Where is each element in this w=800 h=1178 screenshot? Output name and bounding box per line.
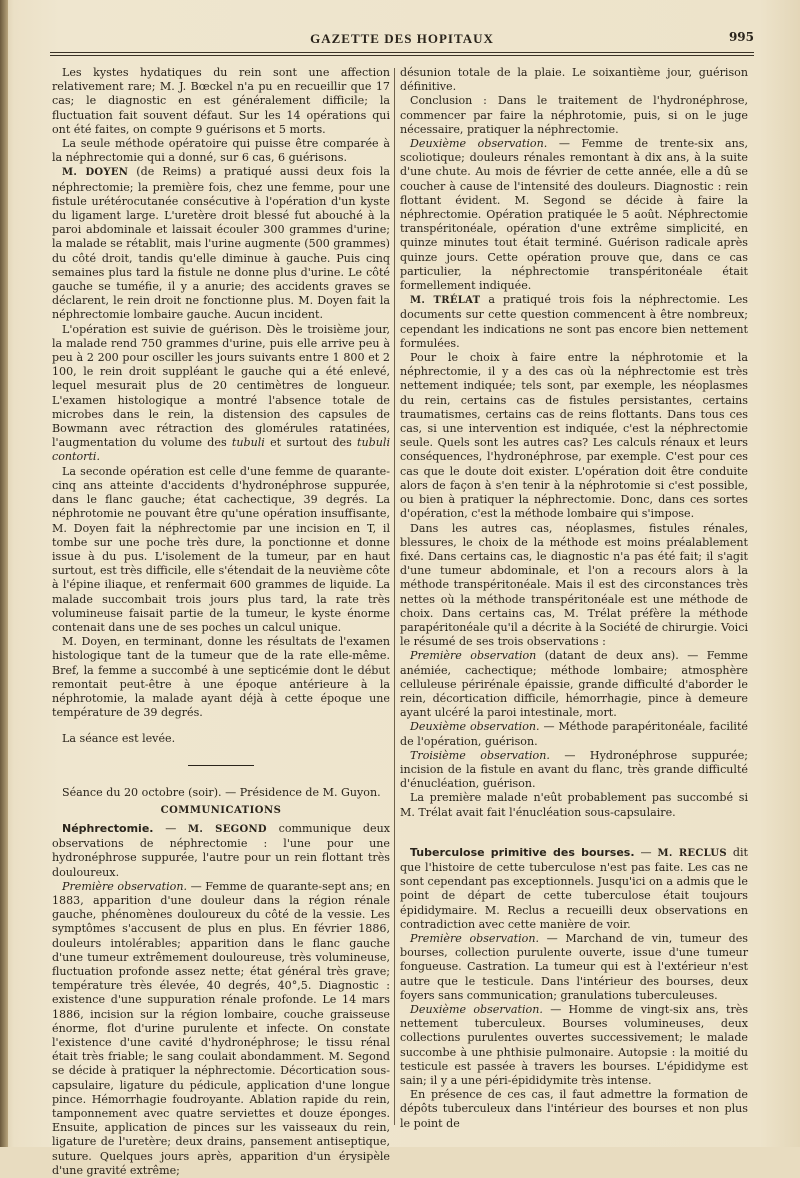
paragraph: La seconde opération est celle d'une femme de quarante-cinq ans atteinte d'accidents d'hydronéphrose suppurée, dans le flanc gauche; état cachectique, 39 degrés. La néphrotomie ne pouvant être qu'une opération insuffisante, M. Doyen fait la néphrectomie par une incision en T, il tombe sur une poche très dure, la ponctionne et donne issue à du pus. L'isolement de la tumeur, par en haut surtout, est très difficile, elle s'étendait de la neuvième côte à l'épine iliaque, et renfermait 600 grammes de liquide. La malade succombait trois jours plus tard, la rate très volumineuse faisait partie de la tumeur, le kyste énorme contenait dans une de ses poches un calcul unique.	[52, 464, 390, 634]
column-divider	[394, 68, 395, 1125]
section-heading: COMMUNICATIONS	[160, 804, 282, 816]
observation-label: Première observation.	[410, 931, 540, 945]
paragraph-text: et surtout des	[264, 436, 358, 450]
observation-label: Troisième observation.	[410, 748, 550, 762]
paragraph	[52, 880, 390, 1178]
paragraph	[52, 165, 390, 322]
journal-title: GAZETTE DES HOPITAUX	[310, 31, 494, 46]
left-column	[52, 66, 391, 1177]
dash: —	[634, 845, 658, 859]
paragraph	[400, 846, 748, 932]
observation-label: Première observation	[410, 649, 537, 663]
observation-label: Deuxième observation.	[410, 137, 548, 151]
spacer	[52, 720, 390, 732]
paragraph: En présence de ces cas, il faut admettre la formation de dépôts tuberculeux dans l'intérieur des bourses et non plus le point de	[400, 1088, 748, 1130]
dash: —	[153, 821, 189, 835]
page-binding-edge	[0, 0, 8, 1147]
article-title: Tuberculose primitive des bourses.	[410, 845, 635, 859]
observation-label: Première observation.	[62, 879, 188, 893]
speaker-name: M. SEGOND	[188, 823, 267, 835]
speaker-name: M. TRÉLAT	[410, 295, 481, 307]
paragraph	[400, 932, 748, 1003]
paragraph: La première malade n'eût probablement pas succombé si M. Trélat avait fait l'énucléation sous-capsulaire.	[400, 791, 748, 819]
paragraph-text: — Homme de vingt-six ans, très nettement tuberculeux. Bourses volumineuses, deux collections purulentes ouvertes successivement; le malade succombe à une phthisie pulmonaire. Autopsie : la moitié du testicule est passée à travers les bourses. L'épididyme est sain; il y a une péri-épididymite très intense.	[400, 1003, 749, 1088]
paragraph: La seule méthode opératoire qui puisse être comparée à la néphrectomie qui a donné, sur 6 cas, 6 guérisons.	[52, 137, 390, 165]
italic-term: tubuli	[231, 436, 265, 450]
session-heading: Séance du 20 octobre (soir). — Présidence de M. Guyon.	[62, 785, 381, 799]
paragraph	[400, 649, 748, 720]
paragraph	[52, 323, 390, 465]
observation-label: Deuxième observation.	[410, 1003, 543, 1016]
speaker-name: M. DOYEN	[62, 167, 129, 179]
page-header	[50, 28, 754, 50]
paragraph	[52, 822, 390, 880]
spacer	[400, 820, 748, 846]
paragraph: désunion totale de la plaie. Le soixantième jour, guérison définitive.	[400, 66, 748, 94]
page-number: 995	[728, 30, 754, 44]
paragraph: M. Doyen, en terminant, donne les résultats de l'examen histologique tant de la tumeur que de la rate elle-même. Bref, la femme a succombé à une septicémie dont le début remontait peut-être à une époque antérieure à la néphrotomie, la malade ayant déjà à cette époque une température de 39 degrés.	[52, 635, 390, 720]
paragraph-text: (de Reims) a pratiqué aussi deux fois la néphrectomie; la première fois, chez une femme, pour une fistule urétérocutanée consécutive à l'opération d'un kyste du ligament large. L'uretère droit blessé fut abouché à la paroi abdominale et laissait écouler 300 grammes d'urine; la malade se rétablit, mais l'urine augmente (500 grammes) du côté droit, tandis qu'elle diminue à gauche. Puis cinq semaines plus tard la fistule ne donne plus d'urine. Le côté gauche se tuméfie, il y a anurie; des accidents graves se déclarent, le rein droit ne fonctionne plus. M. Doyen fait la néphrectomie lombaire gauche. Aucun incident.	[52, 165, 390, 322]
paragraph-text: — Marchand de vin, tumeur des bourses, collection purulente ouverte, issue d'une tumeur fongueuse. Castration. La tumeur qui est à l'extérieur n'est autre que le testicule. Dans l'intérieur des bourses, deux foyers sans communication; granulations tuberculeuses.	[400, 931, 748, 1002]
paragraph-text: — Hydronéphrose suppurée; incision de la fistule en avant du flanc, très grande difficulté d'énucléation, guérison.	[400, 748, 748, 791]
paragraph-text: dit que l'histoire de cette tuberculose n'est pas faite. Les cas ne sont cependant pas exceptionnels. Jusqu'ici on a admis que le point de départ de cette tuberculose était toujours épididymaire. M. Reclus a recueilli deux observations en contradiction avec cette manière de voir.	[400, 845, 748, 931]
paragraph-text: — Femme de trente-six ans, scoliotique; douleurs rénales remontant à dix ans, à la suite d'une chute. Au mois de février de cette année, elle a dû se coucher à cause de l'intensité des douleurs. Diagnostic : rein flottant évident. M. Segond se décide à faire la néphrectomie. Opération pratiquée le 5 août. Néphrectomie transpéritonéale, opération d'une extrême simplicité, en quinze minutes tout était terminé. Guérison radicale après quinze jours. Cette opération prouve que, dans ce cas particulier, la néphrectomie transpéritonéale était formellement indiquée.	[400, 137, 748, 293]
paragraph	[400, 1003, 748, 1088]
paragraph-text: — Méthode parapéritonéale, facilité de l'opération, guérison.	[400, 720, 748, 748]
paragraph-text: (datant de deux ans). — Femme anémiée, cachectique; méthode lombaire; atmosphère celluleuse périrénale épaissie, grande difficulté d'aborder le rein, décortication difficile, hémorrhagie, pince à demeure ayant ulcéré la paroi intestinale, mort.	[400, 649, 748, 720]
paragraph: Dans les autres cas, néoplasmes, fistules rénales, blessures, le choix de la méthode est moins préalablement fixé. Dans certains cas, le diagnostic n'a pas été fait; il s'agit d'une tumeur abdominale, et l'on a recours alors à la méthode transpéritonéale. Mais il est des circonstances très nettes où la méthode transpéritonéale est une méthode de choix. Dans certains cas, M. Trélat préfère la méthode parapéritonéale qu'il a décrite à la Société de chirurgie. Voici le résumé de ses trois observations :	[400, 521, 748, 649]
paragraph	[400, 137, 748, 293]
paragraph	[400, 749, 748, 792]
right-column	[400, 66, 749, 1130]
paragraph: Conclusion : Dans le traitement de l'hydronéphrose, commencer par faire la néphrotomie, puis, si on le juge nécessaire, pratiquer la néphrectomie.	[400, 94, 748, 136]
paragraph-text: communique deux observations de néphrectomie : l'une pour une hydronéphrose suppurée, l'autre pour un rein flottant très douloureux.	[52, 821, 391, 879]
paragraph: Pour le choix à faire entre la néphrotomie et la néphrectomie, il y a des cas où la néphrectomie est très nettement indiquée; tels sont, par exemple, les néoplasmes du rein, certains cas de fistules persistantes, certains traumatismes, certains cas de reins flottants. Dans tous ces cas, si une intervention est indiquée, c'est la néphrectomie seule. Quels sont les autres cas? Les calculs rénaux et leurs conséquences, l'hydronéphrose, par exemple. C'est pour ces cas que le doute doit exister. L'opération doit être conduite alors de façon à s'en tenir à la néphrotomie si c'est possible, ou bien à pratiquer la néphrectomie. Donc, dans ces sortes d'opération, c'est la méthode lombaire qui s'impose.	[400, 351, 748, 521]
section-separator	[188, 765, 254, 766]
header-rule	[50, 52, 754, 56]
observation-label: Deuxième observation.	[410, 720, 540, 734]
paragraph	[400, 293, 748, 351]
closing-line: La séance est levée.	[62, 732, 176, 746]
article-title: Néphrectomie.	[62, 821, 154, 835]
paragraph-text: — Femme de quarante-sept ans; en 1883, apparition d'une douleur dans la région rénale gauche, phénomènes douloureux du côté de la vessie. Les symptômes s'accusent de plus en plus. En février 1886, douleurs intolérables; apparition dans le flanc gauche d'une tumeur extrêmement douloureuse, très volumineuse, fluctuation profonde assez nette; état général très grave; température très élevée, 40 degrés, 40°,5. Diagnostic : existence d'une suppuration rénale profonde. Le 14 mars 1886, incision sur la région lombaire, couche graisseuse énorme, flot d'urine purulente et infecte. On constate l'existence d'une cavité d'hydronéphrose; le tissu rénal était très friable; le sang coulait abondamment. M. Segond se décide à pratiquer la néphrectomie. Décortication sous-capsulaire, ligature du pédicule, application d'une longue pince. Hémorrhagie foudroyante. Ablation rapide du rein, tamponnement avec quatre serviettes et douze éponges. Ensuite, application de pinces sur les vaisseaux du rein, ligature de l'uretère; deux drains, pansement antiseptique, suture. Quelques jours après, apparition d'un érysipèle d'une gravité extrême;	[52, 879, 390, 1177]
italic-term: tubuli contorti.	[52, 436, 390, 464]
paragraph-text: a pratiqué trois fois la néphrectomie. Les documents sur cette question commencent à être nombreux; cependant les indications ne sont pas encore bien nettement formulées.	[400, 293, 748, 350]
paragraph	[400, 720, 748, 748]
speaker-name: M. RECLUS	[657, 847, 727, 859]
paragraph: Les kystes hydatiques du rein sont une affection relativement rare; M. J. Bœckel n'a pu en recueillir que 17 cas; le diagnostic en est généralement difficile; la fluctuation fait souvent défaut. Sur les 14 opérations qui ont été faites, on compte 9 guérisons et 5 morts.	[52, 66, 390, 136]
paragraph-text: L'opération est suivie de guérison. Dès le troisième jour, la malade rend 750 grammes d'urine, puis elle arrive peu à peu à 2 200 pour osciller les jours suivants entre 1 800 et 2 100, le rein droit suppléant le gauche qui a été enlevé, lequel mesurait plus de 20 centimètres de longueur. L'examen histologique a montré l'absence totale de microbes dans le rein, la distension des capsules de Bowmann avec rétraction des glomérules ratatinées, l'augmentation du volume des	[52, 322, 390, 450]
